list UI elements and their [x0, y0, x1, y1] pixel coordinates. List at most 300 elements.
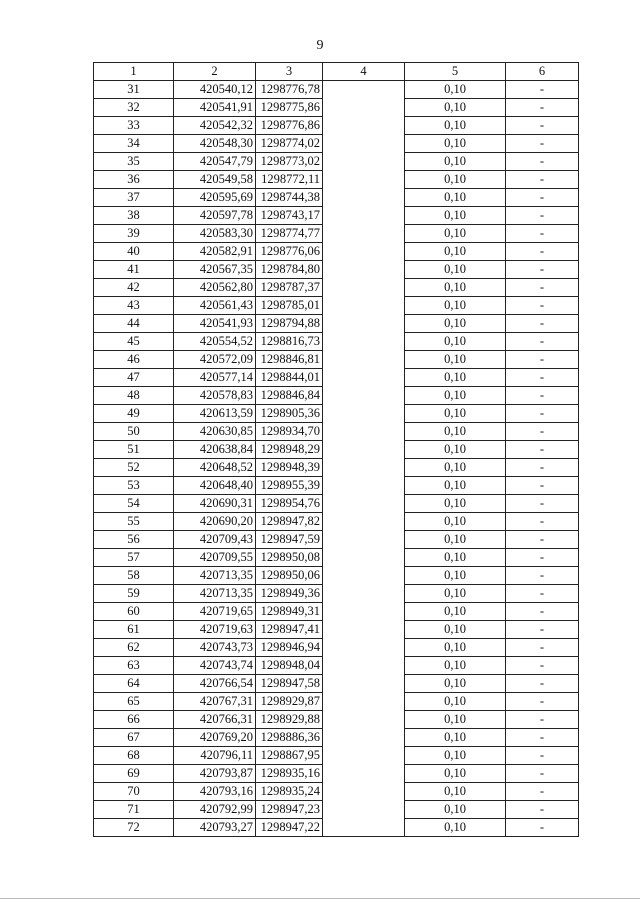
y-coordinate-cell: 1298949,36: [256, 585, 323, 603]
column-4-cell: [323, 135, 405, 153]
y-coordinate-cell: 1298846,81: [256, 351, 323, 369]
y-coordinate-cell: 1298816,73: [256, 333, 323, 351]
column-5-cell: 0,10: [405, 585, 506, 603]
column-6-cell: -: [506, 729, 579, 747]
column-4-cell: [323, 747, 405, 765]
point-number-cell: 52: [94, 459, 174, 477]
column-5-cell: 0,10: [405, 549, 506, 567]
x-coordinate-cell: 420638,84: [174, 441, 256, 459]
column-4-cell: [323, 81, 405, 99]
x-coordinate-cell: 420567,35: [174, 261, 256, 279]
y-coordinate-cell: 1298774,02: [256, 135, 323, 153]
x-coordinate-cell: 420597,78: [174, 207, 256, 225]
x-coordinate-cell: 420796,11: [174, 747, 256, 765]
column-5-cell: 0,10: [405, 567, 506, 585]
column-4-cell: [323, 621, 405, 639]
point-number-cell: 47: [94, 369, 174, 387]
y-coordinate-cell: 1298929,87: [256, 693, 323, 711]
page-number: 9: [316, 38, 324, 53]
column-5-cell: 0,10: [405, 603, 506, 621]
column-4-cell: [323, 603, 405, 621]
table-row: [94, 315, 579, 333]
x-coordinate-cell: 420766,31: [174, 711, 256, 729]
column-6-cell: -: [506, 801, 579, 819]
point-number-cell: 54: [94, 495, 174, 513]
point-number-cell: 55: [94, 513, 174, 531]
table-row: [94, 243, 579, 261]
column-4-cell: [323, 657, 405, 675]
table-row: [94, 513, 579, 531]
column-4-cell: [323, 351, 405, 369]
table-row: [94, 819, 579, 837]
column-5-cell: 0,10: [405, 225, 506, 243]
table-row: [94, 567, 579, 585]
page-bottom-edge: [0, 898, 640, 899]
column-4-cell: [323, 387, 405, 405]
column-4-cell: [323, 693, 405, 711]
point-number-cell: 72: [94, 819, 174, 837]
table-row: [94, 423, 579, 441]
column-6-cell: -: [506, 405, 579, 423]
column-4-cell: [323, 585, 405, 603]
y-coordinate-cell: 1298776,06: [256, 243, 323, 261]
y-coordinate-cell: 1298867,95: [256, 747, 323, 765]
column-5-cell: 0,10: [405, 279, 506, 297]
column-6-cell: -: [506, 531, 579, 549]
x-coordinate-cell: 420548,30: [174, 135, 256, 153]
column-6-cell: -: [506, 693, 579, 711]
y-coordinate-cell: 1298950,06: [256, 567, 323, 585]
table-row: [94, 603, 579, 621]
column-6-cell: -: [506, 783, 579, 801]
point-number-cell: 58: [94, 567, 174, 585]
table-row: [94, 153, 579, 171]
point-number-cell: 41: [94, 261, 174, 279]
column-4-cell: [323, 243, 405, 261]
point-number-cell: 31: [94, 81, 174, 99]
table-row: [94, 495, 579, 513]
y-coordinate-cell: 1298844,01: [256, 369, 323, 387]
column-5-cell: 0,10: [405, 153, 506, 171]
column-5-cell: 0,10: [405, 765, 506, 783]
column-6-cell: -: [506, 711, 579, 729]
column-5-cell: 0,10: [405, 621, 506, 639]
column-6-cell: -: [506, 675, 579, 693]
column-6-cell: -: [506, 513, 579, 531]
column-6-cell: -: [506, 279, 579, 297]
column-6-cell: -: [506, 81, 579, 99]
column-4-cell: [323, 675, 405, 693]
point-number-cell: 66: [94, 711, 174, 729]
x-coordinate-cell: 420793,27: [174, 819, 256, 837]
column-header-3: 3: [256, 63, 323, 81]
x-coordinate-cell: 420577,14: [174, 369, 256, 387]
x-coordinate-cell: 420767,31: [174, 693, 256, 711]
point-number-cell: 48: [94, 387, 174, 405]
x-coordinate-cell: 420583,30: [174, 225, 256, 243]
y-coordinate-cell: 1298776,78: [256, 81, 323, 99]
x-coordinate-cell: 420541,91: [174, 99, 256, 117]
column-4-cell: [323, 315, 405, 333]
column-4-cell: [323, 189, 405, 207]
column-4-cell: [323, 711, 405, 729]
point-number-cell: 32: [94, 99, 174, 117]
y-coordinate-cell: 1298785,01: [256, 297, 323, 315]
column-4-cell: [323, 117, 405, 135]
column-4-cell: [323, 477, 405, 495]
x-coordinate-cell: 420595,69: [174, 189, 256, 207]
table-header-row: [94, 63, 579, 81]
table-row: [94, 333, 579, 351]
point-number-cell: 60: [94, 603, 174, 621]
table-row: [94, 225, 579, 243]
x-coordinate-cell: 420793,87: [174, 765, 256, 783]
y-coordinate-cell: 1298774,77: [256, 225, 323, 243]
column-6-cell: -: [506, 225, 579, 243]
point-number-cell: 40: [94, 243, 174, 261]
x-coordinate-cell: 420766,54: [174, 675, 256, 693]
x-coordinate-cell: 420743,74: [174, 657, 256, 675]
point-number-cell: 63: [94, 657, 174, 675]
x-coordinate-cell: 420549,58: [174, 171, 256, 189]
y-coordinate-cell: 1298929,88: [256, 711, 323, 729]
column-6-cell: -: [506, 639, 579, 657]
column-6-cell: -: [506, 747, 579, 765]
column-6-cell: -: [506, 297, 579, 315]
column-4-cell: [323, 333, 405, 351]
table-row: [94, 657, 579, 675]
column-6-cell: -: [506, 333, 579, 351]
table-row: [94, 801, 579, 819]
column-6-cell: -: [506, 549, 579, 567]
table-row: [94, 639, 579, 657]
table-row: [94, 171, 579, 189]
y-coordinate-cell: 1298948,29: [256, 441, 323, 459]
column-6-cell: -: [506, 585, 579, 603]
column-6-cell: -: [506, 441, 579, 459]
column-4-cell: [323, 207, 405, 225]
column-5-cell: 0,10: [405, 315, 506, 333]
column-5-cell: 0,10: [405, 207, 506, 225]
column-header-4: 4: [323, 63, 405, 81]
column-6-cell: -: [506, 135, 579, 153]
x-coordinate-cell: 420713,35: [174, 567, 256, 585]
point-number-cell: 33: [94, 117, 174, 135]
point-number-cell: 62: [94, 639, 174, 657]
column-5-cell: 0,10: [405, 639, 506, 657]
table-row: [94, 477, 579, 495]
y-coordinate-cell: 1298775,86: [256, 99, 323, 117]
point-number-cell: 38: [94, 207, 174, 225]
column-5-cell: 0,10: [405, 531, 506, 549]
column-5-cell: 0,10: [405, 747, 506, 765]
column-6-cell: -: [506, 567, 579, 585]
column-4-cell: [323, 459, 405, 477]
column-5-cell: 0,10: [405, 99, 506, 117]
x-coordinate-cell: 420709,43: [174, 531, 256, 549]
column-header-6: 6: [506, 63, 579, 81]
y-coordinate-cell: 1298935,16: [256, 765, 323, 783]
column-5-cell: 0,10: [405, 405, 506, 423]
y-coordinate-cell: 1298949,31: [256, 603, 323, 621]
y-coordinate-cell: 1298743,17: [256, 207, 323, 225]
table-row: [94, 441, 579, 459]
column-4-cell: [323, 765, 405, 783]
x-coordinate-cell: 420648,52: [174, 459, 256, 477]
y-coordinate-cell: 1298947,59: [256, 531, 323, 549]
point-number-cell: 43: [94, 297, 174, 315]
y-coordinate-cell: 1298948,04: [256, 657, 323, 675]
y-coordinate-cell: 1298846,84: [256, 387, 323, 405]
table-row: [94, 729, 579, 747]
table-row: [94, 81, 579, 99]
point-number-cell: 57: [94, 549, 174, 567]
column-4-cell: [323, 549, 405, 567]
column-4-cell: [323, 423, 405, 441]
table-row: [94, 783, 579, 801]
column-6-cell: -: [506, 495, 579, 513]
column-5-cell: 0,10: [405, 495, 506, 513]
column-5-cell: 0,10: [405, 117, 506, 135]
point-number-cell: 46: [94, 351, 174, 369]
column-6-cell: -: [506, 207, 579, 225]
table-row: [94, 99, 579, 117]
y-coordinate-cell: 1298947,82: [256, 513, 323, 531]
table-row: [94, 459, 579, 477]
column-6-cell: -: [506, 819, 579, 837]
column-5-cell: 0,10: [405, 819, 506, 837]
y-coordinate-cell: 1298954,76: [256, 495, 323, 513]
y-coordinate-cell: 1298776,86: [256, 117, 323, 135]
x-coordinate-cell: 420572,09: [174, 351, 256, 369]
x-coordinate-cell: 420719,63: [174, 621, 256, 639]
column-6-cell: -: [506, 657, 579, 675]
column-6-cell: -: [506, 153, 579, 171]
y-coordinate-cell: 1298947,22: [256, 819, 323, 837]
column-5-cell: 0,10: [405, 657, 506, 675]
column-header-5: 5: [405, 63, 506, 81]
point-number-cell: 39: [94, 225, 174, 243]
point-number-cell: 69: [94, 765, 174, 783]
column-4-cell: [323, 153, 405, 171]
x-coordinate-cell: 420719,65: [174, 603, 256, 621]
table-row: [94, 675, 579, 693]
column-6-cell: -: [506, 315, 579, 333]
column-5-cell: 0,10: [405, 135, 506, 153]
y-coordinate-cell: 1298773,02: [256, 153, 323, 171]
y-coordinate-cell: 1298787,37: [256, 279, 323, 297]
column-5-cell: 0,10: [405, 351, 506, 369]
point-number-cell: 59: [94, 585, 174, 603]
point-number-cell: 56: [94, 531, 174, 549]
table-row: [94, 117, 579, 135]
x-coordinate-cell: 420792,99: [174, 801, 256, 819]
y-coordinate-cell: 1298950,08: [256, 549, 323, 567]
table-row: [94, 189, 579, 207]
column-5-cell: 0,10: [405, 729, 506, 747]
x-coordinate-cell: 420542,32: [174, 117, 256, 135]
x-coordinate-cell: 420541,93: [174, 315, 256, 333]
column-6-cell: -: [506, 261, 579, 279]
point-number-cell: 70: [94, 783, 174, 801]
x-coordinate-cell: 420743,73: [174, 639, 256, 657]
column-6-cell: -: [506, 603, 579, 621]
point-number-cell: 37: [94, 189, 174, 207]
column-5-cell: 0,10: [405, 441, 506, 459]
column-5-cell: 0,10: [405, 387, 506, 405]
x-coordinate-cell: 420713,35: [174, 585, 256, 603]
table-row: [94, 297, 579, 315]
column-4-cell: [323, 405, 405, 423]
column-4-cell: [323, 513, 405, 531]
column-4-cell: [323, 171, 405, 189]
column-header-2: 2: [174, 63, 256, 81]
column-4-cell: [323, 801, 405, 819]
point-number-cell: 50: [94, 423, 174, 441]
table-row: [94, 621, 579, 639]
column-4-cell: [323, 261, 405, 279]
point-number-cell: 67: [94, 729, 174, 747]
coordinates-table: [93, 62, 579, 837]
x-coordinate-cell: 420709,55: [174, 549, 256, 567]
column-4-cell: [323, 279, 405, 297]
column-4-cell: [323, 225, 405, 243]
column-5-cell: 0,10: [405, 243, 506, 261]
column-4-cell: [323, 297, 405, 315]
x-coordinate-cell: 420690,20: [174, 513, 256, 531]
y-coordinate-cell: 1298946,94: [256, 639, 323, 657]
x-coordinate-cell: 420547,79: [174, 153, 256, 171]
point-number-cell: 65: [94, 693, 174, 711]
column-5-cell: 0,10: [405, 801, 506, 819]
column-5-cell: 0,10: [405, 297, 506, 315]
column-5-cell: 0,10: [405, 459, 506, 477]
y-coordinate-cell: 1298772,11: [256, 171, 323, 189]
column-5-cell: 0,10: [405, 675, 506, 693]
point-number-cell: 68: [94, 747, 174, 765]
point-number-cell: 35: [94, 153, 174, 171]
x-coordinate-cell: 420648,40: [174, 477, 256, 495]
column-4-cell: [323, 783, 405, 801]
column-5-cell: 0,10: [405, 189, 506, 207]
column-6-cell: -: [506, 189, 579, 207]
column-5-cell: 0,10: [405, 477, 506, 495]
column-5-cell: 0,10: [405, 423, 506, 441]
column-5-cell: 0,10: [405, 81, 506, 99]
column-6-cell: -: [506, 477, 579, 495]
column-6-cell: -: [506, 459, 579, 477]
column-6-cell: -: [506, 369, 579, 387]
x-coordinate-cell: 420562,80: [174, 279, 256, 297]
point-number-cell: 34: [94, 135, 174, 153]
point-number-cell: 44: [94, 315, 174, 333]
y-coordinate-cell: 1298886,36: [256, 729, 323, 747]
table-row: [94, 585, 579, 603]
x-coordinate-cell: 420540,12: [174, 81, 256, 99]
table-row: [94, 369, 579, 387]
x-coordinate-cell: 420690,31: [174, 495, 256, 513]
table-row: [94, 531, 579, 549]
x-coordinate-cell: 420561,43: [174, 297, 256, 315]
x-coordinate-cell: 420582,91: [174, 243, 256, 261]
y-coordinate-cell: 1298784,80: [256, 261, 323, 279]
y-coordinate-cell: 1298955,39: [256, 477, 323, 495]
column-header-1: 1: [94, 63, 174, 81]
y-coordinate-cell: 1298947,58: [256, 675, 323, 693]
point-number-cell: 42: [94, 279, 174, 297]
y-coordinate-cell: 1298935,24: [256, 783, 323, 801]
column-4-cell: [323, 639, 405, 657]
column-6-cell: -: [506, 621, 579, 639]
column-5-cell: 0,10: [405, 369, 506, 387]
column-6-cell: -: [506, 171, 579, 189]
y-coordinate-cell: 1298794,88: [256, 315, 323, 333]
column-5-cell: 0,10: [405, 261, 506, 279]
column-5-cell: 0,10: [405, 693, 506, 711]
column-4-cell: [323, 819, 405, 837]
column-5-cell: 0,10: [405, 783, 506, 801]
table-row: [94, 135, 579, 153]
column-4-cell: [323, 495, 405, 513]
y-coordinate-cell: 1298744,38: [256, 189, 323, 207]
table-row: [94, 279, 579, 297]
y-coordinate-cell: 1298905,36: [256, 405, 323, 423]
table-row: [94, 711, 579, 729]
column-4-cell: [323, 531, 405, 549]
y-coordinate-cell: 1298934,70: [256, 423, 323, 441]
column-4-cell: [323, 441, 405, 459]
column-6-cell: -: [506, 243, 579, 261]
table-row: [94, 405, 579, 423]
table-row: [94, 549, 579, 567]
column-4-cell: [323, 729, 405, 747]
column-6-cell: -: [506, 117, 579, 135]
x-coordinate-cell: 420630,85: [174, 423, 256, 441]
y-coordinate-cell: 1298947,23: [256, 801, 323, 819]
point-number-cell: 61: [94, 621, 174, 639]
y-coordinate-cell: 1298947,41: [256, 621, 323, 639]
point-number-cell: 64: [94, 675, 174, 693]
table-row: [94, 765, 579, 783]
column-5-cell: 0,10: [405, 333, 506, 351]
y-coordinate-cell: 1298948,39: [256, 459, 323, 477]
table-row: [94, 351, 579, 369]
x-coordinate-cell: 420793,16: [174, 783, 256, 801]
point-number-cell: 36: [94, 171, 174, 189]
table-body: [94, 81, 579, 837]
column-6-cell: -: [506, 765, 579, 783]
column-6-cell: -: [506, 351, 579, 369]
column-6-cell: -: [506, 423, 579, 441]
column-5-cell: 0,10: [405, 513, 506, 531]
point-number-cell: 45: [94, 333, 174, 351]
x-coordinate-cell: 420613,59: [174, 405, 256, 423]
column-4-cell: [323, 567, 405, 585]
x-coordinate-cell: 420769,20: [174, 729, 256, 747]
point-number-cell: 71: [94, 801, 174, 819]
x-coordinate-cell: 420554,52: [174, 333, 256, 351]
table-row: [94, 387, 579, 405]
table-row: [94, 747, 579, 765]
x-coordinate-cell: 420578,83: [174, 387, 256, 405]
column-6-cell: -: [506, 387, 579, 405]
table-row: [94, 693, 579, 711]
column-5-cell: 0,10: [405, 711, 506, 729]
column-5-cell: 0,10: [405, 171, 506, 189]
point-number-cell: 51: [94, 441, 174, 459]
column-6-cell: -: [506, 99, 579, 117]
column-4-cell: [323, 99, 405, 117]
